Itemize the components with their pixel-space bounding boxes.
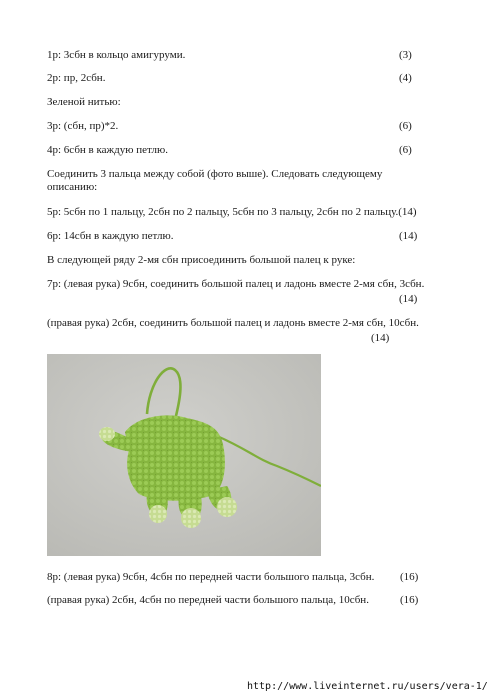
row-8-right-count: (16) bbox=[400, 594, 419, 606]
row-3-text: 3р: (сбн, пр)*2. bbox=[47, 120, 119, 132]
row-6-text: 6р: 14сбн в каждую петлю. bbox=[47, 230, 174, 242]
row-2-count: (4) bbox=[399, 72, 412, 84]
row-3-count: (6) bbox=[399, 120, 412, 132]
join-fingers-note-cont: описанию: bbox=[47, 181, 98, 193]
row-7-left-count: (14) bbox=[399, 293, 418, 305]
row-6-count: (14) bbox=[399, 230, 418, 242]
row-7-right-text: (правая рука) 2сбн, соединить большой палец и ладонь вместе 2-мя сбн, 10сбн. bbox=[47, 317, 419, 329]
color-change-note: Зеленой нитью: bbox=[47, 96, 121, 108]
row-2-text: 2р: пр, 2сбн. bbox=[47, 72, 106, 84]
source-url: http://www.liveinternet.ru/users/vera-1/ bbox=[247, 681, 488, 692]
join-fingers-note: Соединить 3 пальца между собой (фото выше). Следовать следующему bbox=[47, 168, 383, 180]
row-7-right-count: (14) bbox=[371, 332, 390, 344]
thumb-join-note: В следующей ряду 2-мя сбн присоединить большой палец к руке: bbox=[47, 254, 356, 266]
row-8-left-count: (16) bbox=[400, 571, 419, 583]
row-4-count: (6) bbox=[399, 144, 412, 156]
row-1-count: (3) bbox=[399, 49, 412, 61]
row-1-text: 1р: 3сбн в кольцо амигуруми. bbox=[47, 49, 186, 61]
row-4-text: 4р: 6сбн в каждую петлю. bbox=[47, 144, 168, 156]
row-8-right-text: (правая рука) 2сбн, 4сбн по передней части большого пальца, 10сбн. bbox=[47, 594, 369, 606]
row-5-text: 5р: 5сбн по 1 пальцу, 2сбн по 2 пальцу, 5сбн по 3 пальцу, 2сбн по 2 пальцу.(14) bbox=[47, 206, 417, 218]
row-7-left-text: 7р: (левая рука) 9сбн, соединить большой палец и ладонь вместе 2-мя сбн, 3сбн. bbox=[47, 278, 425, 290]
row-8-left-text: 8р: (левая рука) 9сбн, 4сбн по передней части большого пальца, 3сбн. bbox=[47, 571, 375, 583]
crochet-hand-photo bbox=[47, 354, 321, 556]
